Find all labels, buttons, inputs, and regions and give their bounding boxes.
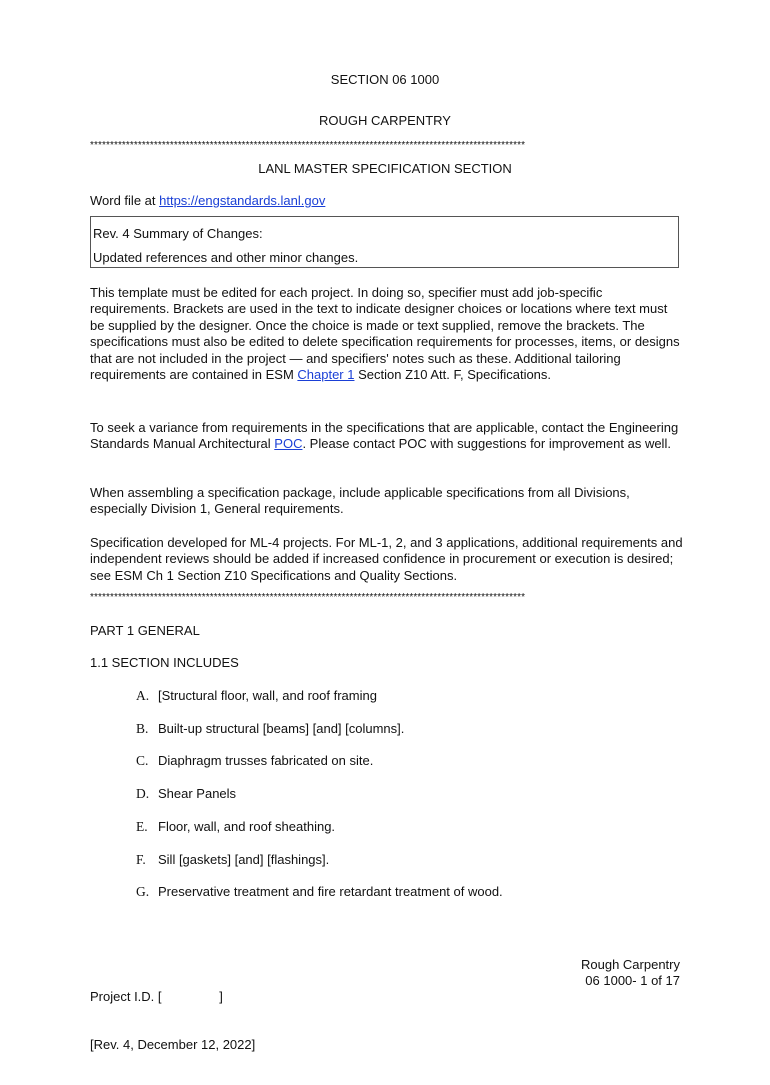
list-item-letter: C. [136,753,149,768]
list-item-text: Built-up structural [beams] [and] [columns]. [158,721,405,736]
list-item-text: Sill [gaskets] [and] [flashings]. [158,852,330,867]
star-divider-bottom: ************************************************************************************************************* [90,592,526,603]
footer-project-id: Project I.D. [ ] [90,989,223,1004]
part-1-heading: PART 1 GENERAL [90,623,200,638]
list-item [136,884,503,900]
engstandards-link[interactable]: https://engstandards.lanl.gov [159,193,326,208]
poc-link[interactable]: POC [274,436,303,452]
list-item-letter: D. [136,786,150,801]
section-number: SECTION 06 1000 [330,72,440,87]
summary-of-changes-box [90,216,679,268]
footer-left [90,957,255,1085]
list-item-text: Floor, wall, and roof sheathing. [158,819,336,834]
footer-right [480,957,680,989]
list-item [136,819,335,835]
word-file-prefix: Word file at [90,193,160,208]
ml4-paragraph: Specification developed for ML-4 projects. For ML-1, 2, and 3 applications, additional requirements and independent reviews should be added if increased confidence in procurement or execution is desired; see ESM Ch 1 Section Z10 Specifications and Quality Sections. [90,535,683,583]
list-item [136,721,404,737]
star-divider-top: ************************************************************************************************************* [90,140,526,151]
list-item-text: Diaphragm trusses fabricated on site. [158,753,374,768]
list-item-letter: G. [136,884,150,899]
list-item-letter: A. [136,688,150,703]
list-item-text: [Structural floor, wall, and roof framing [158,688,377,703]
list-item [136,688,377,704]
para2-text: To seek a variance from requirements in the specifications that are applicable, contact the Engineering Standards Manual Architectural [90,420,679,452]
section-includes-heading: 1.1 SECTION INCLUDES [90,655,239,670]
word-file-line [90,193,325,208]
list-item-letter: B. [136,721,149,736]
list-item [136,786,236,802]
list-item [136,852,329,868]
list-item-text: Shear Panels [158,786,237,801]
summary-title: Rev. 4 Summary of Changes: [93,226,263,241]
para1-text-end: Section Z10 Att. F, Specifications. [354,367,552,383]
footer-revision: [Rev. 4, December 12, 2022] [90,1037,256,1052]
list-item-letter: E. [136,819,148,834]
template-instructions-paragraph [90,285,684,383]
assembling-paragraph: When assembling a specification package, include applicable specifications from all Divisions, especially Division 1, General requirements. [90,485,630,517]
list-item [136,753,373,769]
section-title: ROUGH CARPENTRY [319,113,451,128]
list-item-letter: F. [136,852,146,867]
para2-text-end: . Please contact POC with suggestions for improvement as well. [302,436,671,452]
summary-text: Updated references and other minor changes. [93,250,359,265]
list-item-text: Preservative treatment and fire retardant treatment of wood. [158,884,503,899]
footer-page-number: 06 1000- 1 of 17 [585,973,680,988]
para1-text: This template must be edited for each project. In doing so, specifier must add job-specific requirements. Brackets are used in the text to indicate designer choices or locations where text must be supplied by the designer. Once the choice is made or text supplied, remove the brackets. The specifications must also be edited to delete specification requirements for processes, items, or designs that are not included in the project — and specifiers' notes such as these. Additional tailoring requirements are contained in ESM [90,285,680,383]
chapter-1-link[interactable]: Chapter 1 [297,367,355,383]
variance-paragraph [90,420,684,453]
footer-title: Rough Carpentry [581,957,680,972]
master-spec-title: LANL MASTER SPECIFICATION SECTION [258,161,512,176]
